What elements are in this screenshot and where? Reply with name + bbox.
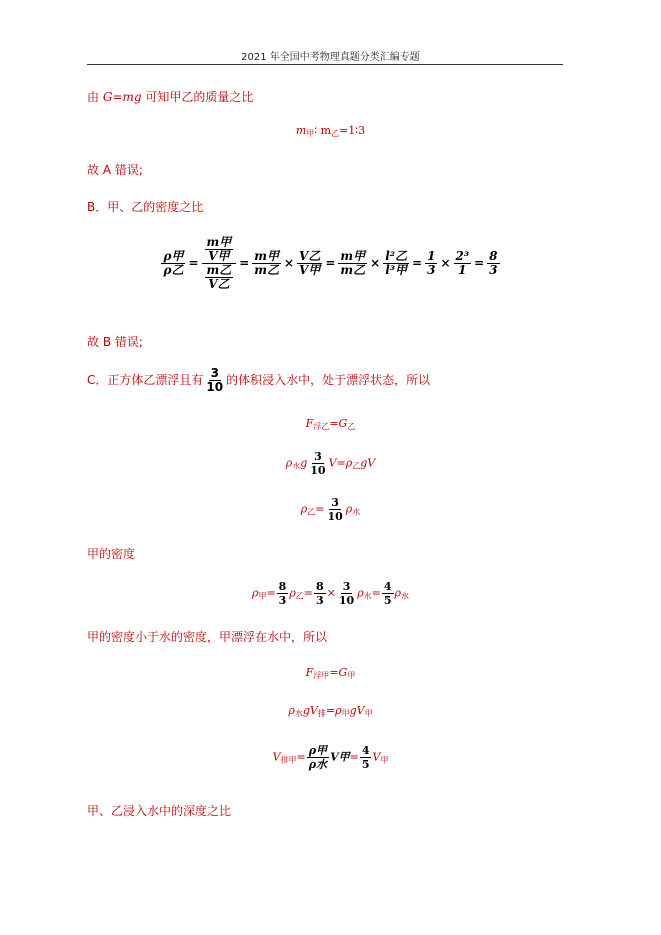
symbol: m bbox=[295, 124, 307, 137]
symbol: ρ bbox=[357, 586, 364, 600]
numerator: m甲 bbox=[206, 235, 232, 249]
subscript: 浮乙 bbox=[313, 422, 330, 431]
fraction bbox=[307, 744, 329, 771]
subscript: 排甲 bbox=[280, 755, 297, 765]
subscript: 甲 bbox=[341, 709, 350, 718]
fraction bbox=[202, 236, 237, 291]
numerator: 3 bbox=[331, 496, 339, 509]
denominator: 3 bbox=[278, 594, 287, 607]
symbol: gV bbox=[349, 704, 365, 717]
numerator bbox=[202, 236, 237, 264]
numerator: 8 bbox=[278, 580, 287, 593]
numerator: ρ甲 bbox=[308, 744, 328, 757]
fraction bbox=[204, 367, 225, 394]
denominator: 5 bbox=[383, 594, 392, 607]
denominator: m乙 bbox=[340, 263, 366, 277]
times: × bbox=[326, 586, 336, 600]
text: C．正方体乙漂浮且有 bbox=[87, 373, 204, 387]
denominator: 10 bbox=[338, 594, 355, 607]
equals: = bbox=[303, 586, 314, 600]
denominator: ρ乙 bbox=[163, 263, 184, 277]
denominator: V乙 bbox=[208, 277, 230, 291]
subscript: 甲 bbox=[364, 709, 373, 718]
fraction bbox=[205, 264, 234, 291]
symbol: =1∶3 bbox=[339, 124, 366, 137]
numerator: 1 bbox=[427, 249, 436, 263]
times: × bbox=[283, 256, 295, 270]
formula-g-mg: G=mg bbox=[102, 90, 142, 104]
fraction bbox=[487, 250, 499, 277]
fraction bbox=[360, 744, 372, 771]
line-b-wrong: 故 B 错误; bbox=[87, 335, 143, 349]
equation-mass-ratio bbox=[0, 124, 661, 139]
equals: = bbox=[474, 256, 485, 270]
subscript: 浮甲 bbox=[313, 671, 330, 680]
fraction bbox=[338, 250, 367, 277]
symbol: ρ bbox=[345, 502, 353, 516]
equation-density-ratio bbox=[0, 236, 661, 291]
denominator: 3 bbox=[316, 594, 324, 607]
symbol: =G bbox=[329, 417, 348, 430]
symbol: V bbox=[272, 750, 281, 764]
text: 可知甲乙的质量之比 bbox=[141, 90, 254, 104]
numerator: l²乙 bbox=[385, 249, 408, 263]
numerator: 2³ bbox=[455, 249, 470, 263]
equation-rho-jia bbox=[0, 580, 661, 607]
fraction bbox=[325, 496, 344, 523]
equation-buoyancy-yi bbox=[0, 450, 661, 477]
fraction bbox=[454, 250, 472, 277]
denominator: ρ水 bbox=[308, 758, 328, 771]
equals: = bbox=[315, 502, 325, 516]
numerator: m乙 bbox=[206, 263, 232, 277]
numerator: 8 bbox=[489, 249, 498, 263]
equation-rho-yi bbox=[0, 496, 661, 523]
line-jia-floats: 甲的密度小于水的密度，甲漂浮在水中，所以 bbox=[87, 630, 328, 644]
denominator bbox=[202, 264, 237, 291]
fraction bbox=[383, 250, 409, 277]
symbol: ρ bbox=[289, 586, 296, 600]
fraction bbox=[297, 250, 322, 277]
equals: = bbox=[371, 586, 381, 600]
line-c-intro bbox=[87, 367, 430, 394]
denominator: m乙 bbox=[254, 263, 279, 277]
denominator: 3 bbox=[427, 263, 436, 277]
subscript: 乙 bbox=[352, 461, 361, 471]
numerator: m甲 bbox=[254, 249, 279, 263]
denominator: 10 bbox=[310, 464, 326, 477]
symbol: gV bbox=[302, 704, 318, 717]
equation-buoyancy-jia bbox=[0, 704, 661, 719]
subscript: 水 bbox=[294, 709, 303, 718]
fraction bbox=[314, 580, 326, 607]
symbol: V甲 bbox=[330, 750, 350, 764]
equals: = bbox=[325, 256, 336, 270]
numerator: 3 bbox=[314, 450, 322, 463]
numerator: 3 bbox=[210, 366, 219, 380]
symbol: V bbox=[372, 750, 381, 764]
symbol: ρ bbox=[394, 586, 402, 600]
symbol: ρ bbox=[251, 586, 259, 600]
denominator: 10 bbox=[327, 510, 343, 523]
times: × bbox=[370, 256, 381, 270]
subscript: 水 bbox=[363, 591, 372, 601]
numerator: 3 bbox=[342, 580, 351, 593]
subscript: 乙 bbox=[347, 422, 356, 431]
equation-v-displaced-jia bbox=[0, 744, 661, 771]
denominator: 5 bbox=[361, 758, 370, 771]
numerator: 4 bbox=[383, 580, 392, 593]
symbol: ∶ m bbox=[314, 124, 332, 137]
equation-f-buoy-jia bbox=[0, 666, 661, 681]
fraction bbox=[337, 580, 356, 607]
fraction bbox=[425, 250, 437, 277]
numerator: 4 bbox=[361, 744, 370, 757]
symbol: ρ bbox=[285, 456, 293, 470]
denominator: l³甲 bbox=[385, 263, 408, 277]
denominator: 3 bbox=[489, 263, 498, 277]
fraction bbox=[205, 236, 234, 263]
denominator: V甲 bbox=[299, 263, 321, 277]
subscript: 乙 bbox=[307, 507, 316, 517]
line-density-jia: 甲的密度 bbox=[87, 547, 136, 561]
equals: = bbox=[188, 256, 199, 270]
numerator: ρ甲 bbox=[163, 249, 184, 263]
line-b-density-ratio: B．甲、乙的密度之比 bbox=[87, 200, 204, 214]
symbol: ρ bbox=[300, 502, 308, 516]
denominator: V甲 bbox=[208, 249, 230, 263]
numerator: 8 bbox=[316, 580, 324, 593]
numerator: m甲 bbox=[340, 249, 366, 263]
symbol: ρ bbox=[288, 704, 295, 717]
symbol: gV bbox=[360, 456, 376, 470]
header-rule bbox=[87, 64, 563, 65]
subscript: 排 bbox=[317, 709, 326, 718]
denominator: 10 bbox=[206, 380, 224, 394]
fraction bbox=[161, 250, 185, 277]
fraction bbox=[252, 250, 281, 277]
line-a-wrong: 故 A 错误; bbox=[87, 163, 143, 177]
times: × bbox=[440, 256, 451, 270]
symbol: g bbox=[300, 456, 308, 470]
symbol: =ρ bbox=[325, 704, 342, 717]
equals: = bbox=[239, 256, 250, 270]
denominator: 1 bbox=[458, 263, 467, 277]
numerator: V乙 bbox=[299, 249, 321, 263]
subscript: 甲 bbox=[306, 129, 315, 138]
subscript: 甲 bbox=[258, 591, 267, 601]
symbol: V=ρ bbox=[328, 456, 353, 470]
subscript: 水 bbox=[401, 591, 410, 601]
line-mass-ratio-intro bbox=[87, 88, 253, 105]
subscript: 水 bbox=[352, 507, 361, 517]
equation-f-buoy-yi bbox=[0, 417, 661, 432]
symbol: F bbox=[305, 666, 314, 679]
equals: = bbox=[266, 586, 276, 600]
subscript: 乙 bbox=[331, 129, 340, 138]
text: 由 bbox=[87, 90, 103, 104]
subscript: 甲 bbox=[380, 755, 389, 765]
subscript: 水 bbox=[292, 461, 301, 471]
equals: = bbox=[349, 750, 359, 764]
line-depth-ratio: 甲、乙浸入水中的深度之比 bbox=[87, 804, 232, 818]
symbol: =G bbox=[329, 666, 348, 679]
page-header: 2021 年全国中考物理真题分类汇编专题 bbox=[241, 52, 420, 63]
fraction bbox=[277, 580, 289, 607]
text: 的体积浸入水中，处于漂浮状态，所以 bbox=[226, 373, 431, 387]
fraction bbox=[382, 580, 394, 607]
equals: = bbox=[296, 750, 306, 764]
equals: = bbox=[412, 256, 423, 270]
subscript: 乙 bbox=[295, 591, 304, 601]
subscript: 甲 bbox=[347, 671, 356, 680]
symbol: F bbox=[305, 417, 314, 430]
fraction bbox=[308, 450, 327, 477]
